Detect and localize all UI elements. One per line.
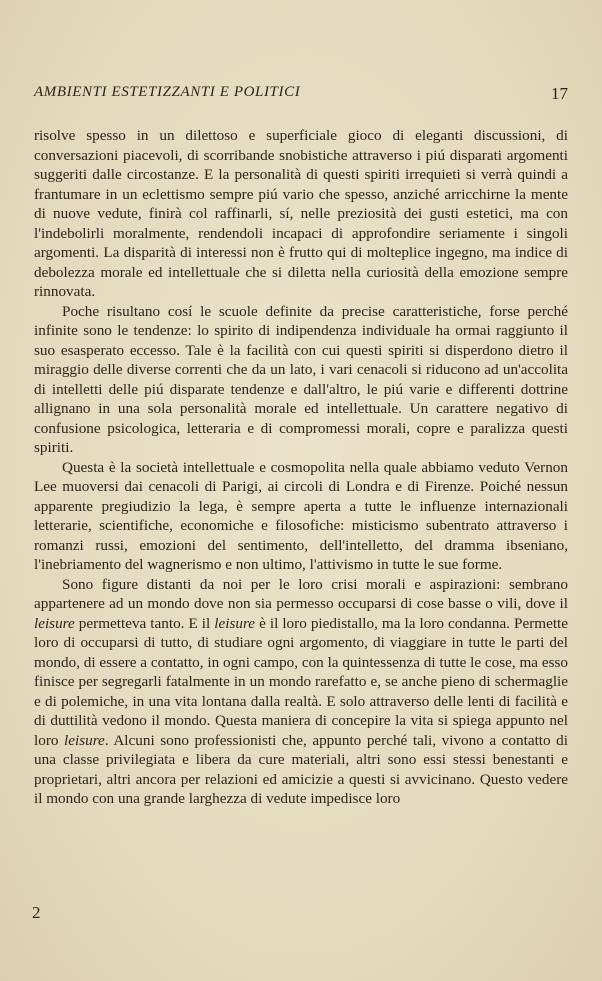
paragraph xyxy=(34,575,568,809)
text-run: permetteva tanto. E il xyxy=(74,614,215,632)
text-run: . Alcuni sono professionisti che, appunto perché tali, vivono a contatto di una classe privilegiata e libera da cure materiali, altri sono essi stessi benestanti e proprietari, altri ancora per relazioni ed amicizie a questi si avvicinano. Questo vedere il mondo con una grande larghezza di vedute impedisce loro xyxy=(34,731,568,807)
signature-mark: 2 xyxy=(32,903,41,922)
text-run: Poche risultano cosí le scuole definite da precise caratteristiche, forse perché infinite sono le tendenze: lo spirito di indipendenza individuale ha ormai raggiunto il suo esasperato eccesso. Tale è la facilità con cui questi spiriti si disperdono dietro il miraggio delle diverse correnti che da un lato, i vari cenacoli si riducono ad un'accolita di intelletti delle piú disparate tendenze e dall'altro, le piú varie e differenti dottrine allignano in una sola personalità morale ed intellettuale. Un carattere negativo di confusione psicologica, letteraria e di compromessi morali, copre e paralizza questi spiriti. xyxy=(34,302,568,456)
running-title: AMBIENTI ESTETIZZANTI E POLITICI xyxy=(34,84,301,100)
italic-word: leisure xyxy=(34,614,75,632)
italic-word: leisure xyxy=(214,614,256,632)
text-run: è il loro piedistallo, ma la loro condanna. Permette loro di occuparsi di tutto, di studiare ogni argomento, di viaggiare in tutte le parti del mondo, di essere a contatto, in ogni campo, con la quintessenza di tutte le cose, ma esso finisce per segregarli fatalmente in un mondo rarefatto e, se anche pieno di schermaglie e di polemiche, in una vita lontana dalla realtà. E solo attraverso delle lenti di facilità e di duttilità vedono il mondo. Questa maniera di concepire la vita si spiega appunto nel loro xyxy=(34,614,568,749)
italic-word: leisure xyxy=(64,731,105,749)
paragraph xyxy=(34,458,568,575)
paragraph xyxy=(34,302,568,458)
text-run: Questa è la società intellettuale e cosmopolita nella quale abbiamo veduto Vernon Lee muoversi dai cenacoli di Parigi, ai circoli di Londra e di Firenze. Poiché nessun apparente pregiudizio la lega, è sempre aperta a tutte le influenze internazionali letterarie, scientifiche, economiche e filosofiche: misticismo subentrato attraverso i romanzi russi, emozioni del sentimento, dell'intelletto, del dramma ibseniano, l'inebriamento del wagnerismo e non ultimo, l'attivismo in tutte le sue forme. xyxy=(34,458,568,573)
text-run: Sono figure distanti da noi per le loro crisi morali e aspirazioni: sembrano appartenere ad un mondo dove non sia permesso occuparsi di cose basse o vili, dove il xyxy=(34,575,568,612)
body-text xyxy=(34,126,568,809)
page-number: 17 xyxy=(551,84,568,103)
text-run: risolve spesso in un dilettoso e superficiale gioco di eleganti discussioni, di conversazioni piacevoli, di scorribande snobistiche attraverso i piú disparati argomenti suggeriti dalle circostanze. E la personalità di questi spiriti irrequieti si verrà quindi a frantumare in un eclettismo sempre piú vario che spesso, anziché arricchirne la mente di nuove vedute, finirà col raffinarli, sí, nelle preziosità dei gusti estetici, ma con l'indebolirli moralmente, rendendoli incapaci di approfondire seriamente i singoli argomenti. La disparità di interessi non è frutto qui di molteplice ingegno, ma indice di debolezza morale ed intellettuale che si diletta nella curiosità della emozione sempre rinnovata. xyxy=(34,127,568,300)
paragraph xyxy=(34,126,568,302)
